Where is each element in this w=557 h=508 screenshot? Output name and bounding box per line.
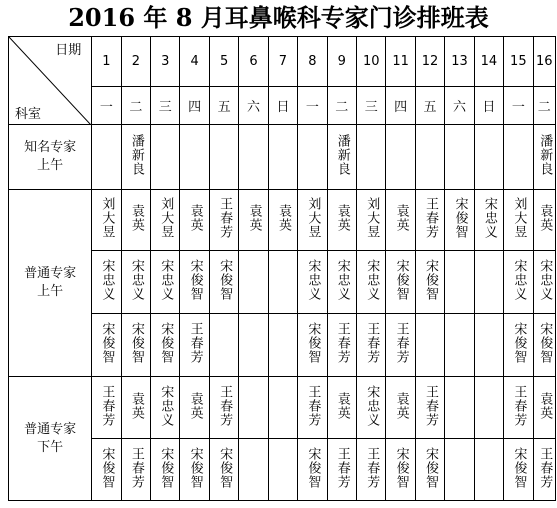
doctor-cell [209,314,238,377]
doctor-name: 王春芳 [364,446,380,489]
weekday: 六 [239,87,268,125]
doctor-name: 潘新良 [128,134,144,176]
weekday: 五 [209,87,238,125]
doctor-cell [504,125,533,190]
doctor-cell [474,439,503,501]
doctor-name: 王春芳 [99,384,115,427]
weekday: 二 [121,87,150,125]
day-number: 8 [298,37,327,87]
doctor-cell [386,314,415,377]
doctor-name: 宋俊智 [305,446,321,489]
doctor-name: 刘大昱 [511,197,527,239]
doctor-cell [92,190,121,251]
doctor-cell [445,314,474,377]
doctor-cell [386,377,415,439]
doctor-cell [415,377,444,439]
doctor-name: 宋忠义 [481,197,497,239]
doctor-cell [239,439,268,501]
doctor-cell [209,439,238,501]
doctor-name: 宋俊智 [511,322,527,364]
day-number: 2 [121,37,150,87]
doctor-cell [239,251,268,314]
weekday: 一 [504,87,533,125]
header-row-days [9,37,556,87]
doctor-cell [327,190,356,251]
doctor-cell [445,190,474,251]
doctor-name: 宋俊智 [158,322,174,364]
doctor-name: 袁英 [537,391,553,420]
doctor-cell [474,377,503,439]
department-label: 普通专家上午 [9,190,92,377]
doctor-cell [474,190,503,251]
doctor-cell [239,377,268,439]
doctor-cell [415,125,444,190]
doctor-name: 王春芳 [537,446,553,489]
doctor-name: 刘大昱 [158,197,174,239]
doctor-cell [357,314,386,377]
doctor-name: 王春芳 [128,446,144,489]
weekday: 三 [151,87,180,125]
doctor-cell [327,377,356,439]
doctor-cell [445,251,474,314]
doctor-cell [415,251,444,314]
weekday: 日 [474,87,503,125]
doctor-name: 宋俊智 [537,322,553,364]
doctor-cell [474,314,503,377]
doctor-name: 宋忠义 [364,259,380,301]
doctor-name: 宋忠义 [128,259,144,301]
doctor-name: 宋俊智 [511,446,527,489]
doctor-cell [357,439,386,501]
doctor-cell [298,439,327,501]
doctor-cell [298,251,327,314]
doctor-cell [415,190,444,251]
doctor-cell [533,377,555,439]
doctor-cell [268,314,297,377]
doctor-name: 宋忠义 [334,259,350,301]
doctor-name: 王春芳 [364,322,380,364]
day-number: 14 [474,37,503,87]
doctor-name: 袁英 [537,204,553,232]
doctor-cell [504,314,533,377]
doctor-cell [151,190,180,251]
page-title: 2016 年 8 月耳鼻喉科专家门诊排班表 [68,3,489,32]
doctor-cell [268,190,297,251]
doctor-cell [268,251,297,314]
doctor-name: 宋忠义 [305,259,321,301]
doctor-cell [121,125,150,190]
doctor-cell [180,439,209,501]
doctor-cell [180,251,209,314]
doctor-name: 宋俊智 [305,322,321,364]
doctor-cell [533,314,555,377]
day-number: 13 [445,37,474,87]
doctor-name: 宋俊智 [393,446,409,489]
doctor-cell [151,377,180,439]
day-number: 10 [357,37,386,87]
doctor-cell [327,439,356,501]
doctor-cell [357,251,386,314]
doctor-cell [121,377,150,439]
doctor-cell [92,377,121,439]
day-number: 16 [533,37,555,87]
weekday: 五 [415,87,444,125]
day-number: 15 [504,37,533,87]
doctor-name: 王春芳 [217,197,233,239]
doctor-name: 王春芳 [305,384,321,427]
weekday: 四 [180,87,209,125]
doctor-cell [298,377,327,439]
doctor-name: 宋俊智 [158,446,174,489]
day-number: 6 [239,37,268,87]
day-number: 1 [92,37,121,87]
doctor-name: 宋俊智 [99,446,115,489]
table-row [9,190,556,251]
doctor-name: 潘新良 [537,134,553,176]
doctor-cell [504,251,533,314]
doctor-cell [533,251,555,314]
weekday: 一 [92,87,121,125]
doctor-name: 宋俊智 [423,259,439,301]
doctor-cell [209,190,238,251]
doctor-cell [533,190,555,251]
weekday: 日 [268,87,297,125]
weekday: 六 [445,87,474,125]
day-number: 11 [386,37,415,87]
doctor-cell [327,125,356,190]
date-label: 日期 [55,43,82,58]
doctor-cell [298,314,327,377]
doctor-cell [533,439,555,501]
doctor-cell [415,439,444,501]
doctor-name: 袁英 [393,204,409,232]
doctor-name: 宋俊智 [217,446,233,489]
doctor-cell [151,125,180,190]
doctor-cell [298,125,327,190]
weekday: 四 [386,87,415,125]
doctor-cell [327,314,356,377]
doctor-cell [239,125,268,190]
doctor-name: 王春芳 [334,322,350,364]
doctor-cell [445,439,474,501]
doctor-cell [92,125,121,190]
doctor-name: 宋忠义 [537,259,553,301]
doctor-name: 宋俊智 [128,322,144,364]
weekday: 二 [327,87,356,125]
doctor-name: 王春芳 [423,197,439,239]
doctor-name: 王春芳 [334,446,350,489]
day-number: 4 [180,37,209,87]
doctor-cell [357,190,386,251]
doctor-name: 潘新良 [334,134,350,176]
header-corner [9,37,92,125]
doctor-cell [386,125,415,190]
doctor-name: 王春芳 [393,322,409,364]
doctor-name: 刘大昱 [305,197,321,239]
doctor-cell [180,125,209,190]
doctor-cell [445,125,474,190]
doctor-cell [92,251,121,314]
doctor-name: 袁英 [128,204,144,232]
doctor-cell [121,314,150,377]
doctor-name: 宋忠义 [158,259,174,301]
doctor-cell [180,314,209,377]
day-number: 5 [209,37,238,87]
doctor-cell [504,439,533,501]
doctor-name: 王春芳 [217,384,233,427]
doctor-name: 宋俊智 [393,259,409,301]
doctor-cell [268,125,297,190]
doctor-name: 刘大昱 [364,197,380,239]
doctor-cell [239,190,268,251]
doctor-cell [151,439,180,501]
day-number: 3 [151,37,180,87]
doctor-cell [92,439,121,501]
doctor-cell [327,251,356,314]
doctor-cell [386,439,415,501]
doctor-cell [386,251,415,314]
doctor-cell [386,190,415,251]
doctor-name: 袁英 [187,204,203,232]
department-label: 知名专家上午 [9,125,92,190]
doctor-cell [180,190,209,251]
dept-label: 科室 [15,107,42,122]
doctor-name: 宋俊智 [217,259,233,301]
doctor-cell [239,314,268,377]
weekday: 一 [298,87,327,125]
doctor-name: 宋俊智 [423,446,439,489]
doctor-cell [151,251,180,314]
doctor-cell [121,251,150,314]
weekday: 三 [357,87,386,125]
doctor-name: 袁英 [393,391,409,420]
doctor-cell [92,314,121,377]
doctor-cell [504,190,533,251]
doctor-name: 宋忠义 [158,384,174,427]
doctor-name: 宋俊智 [452,197,468,239]
doctor-cell [533,125,555,190]
doctor-cell [298,190,327,251]
doctor-cell [121,439,150,501]
doctor-name: 宋俊智 [99,322,115,364]
doctor-cell [151,314,180,377]
doctor-cell [474,125,503,190]
doctor-name: 袁英 [128,391,144,420]
doctor-cell [180,377,209,439]
schedule-table [8,36,556,501]
doctor-name: 王春芳 [423,384,439,427]
doctor-name: 宋忠义 [511,259,527,301]
doctor-name: 王春芳 [187,322,203,364]
doctor-cell [357,377,386,439]
doctor-cell [209,377,238,439]
doctor-name: 袁英 [334,391,350,420]
doctor-cell [445,377,474,439]
doctor-name: 王春芳 [511,384,527,427]
doctor-name: 宋俊智 [187,259,203,301]
doctor-cell [415,314,444,377]
day-number: 7 [268,37,297,87]
doctor-name: 袁英 [334,204,350,232]
table-row [9,125,556,190]
doctor-name: 袁英 [246,204,262,232]
doctor-cell [209,251,238,314]
doctor-cell [357,125,386,190]
table-row [9,377,556,439]
doctor-name: 宋俊智 [187,446,203,489]
doctor-cell [474,251,503,314]
doctor-name: 刘大昱 [99,197,115,239]
day-number: 12 [415,37,444,87]
weekday: 二 [533,87,555,125]
doctor-name: 宋忠义 [364,384,380,427]
doctor-name: 宋忠义 [99,259,115,301]
doctor-cell [121,190,150,251]
doctor-name: 袁英 [275,204,291,232]
doctor-cell [268,439,297,501]
doctor-cell [268,377,297,439]
department-label: 普通专家下午 [9,377,92,501]
doctor-cell [209,125,238,190]
day-number: 9 [327,37,356,87]
doctor-cell [504,377,533,439]
doctor-name: 袁英 [187,391,203,420]
